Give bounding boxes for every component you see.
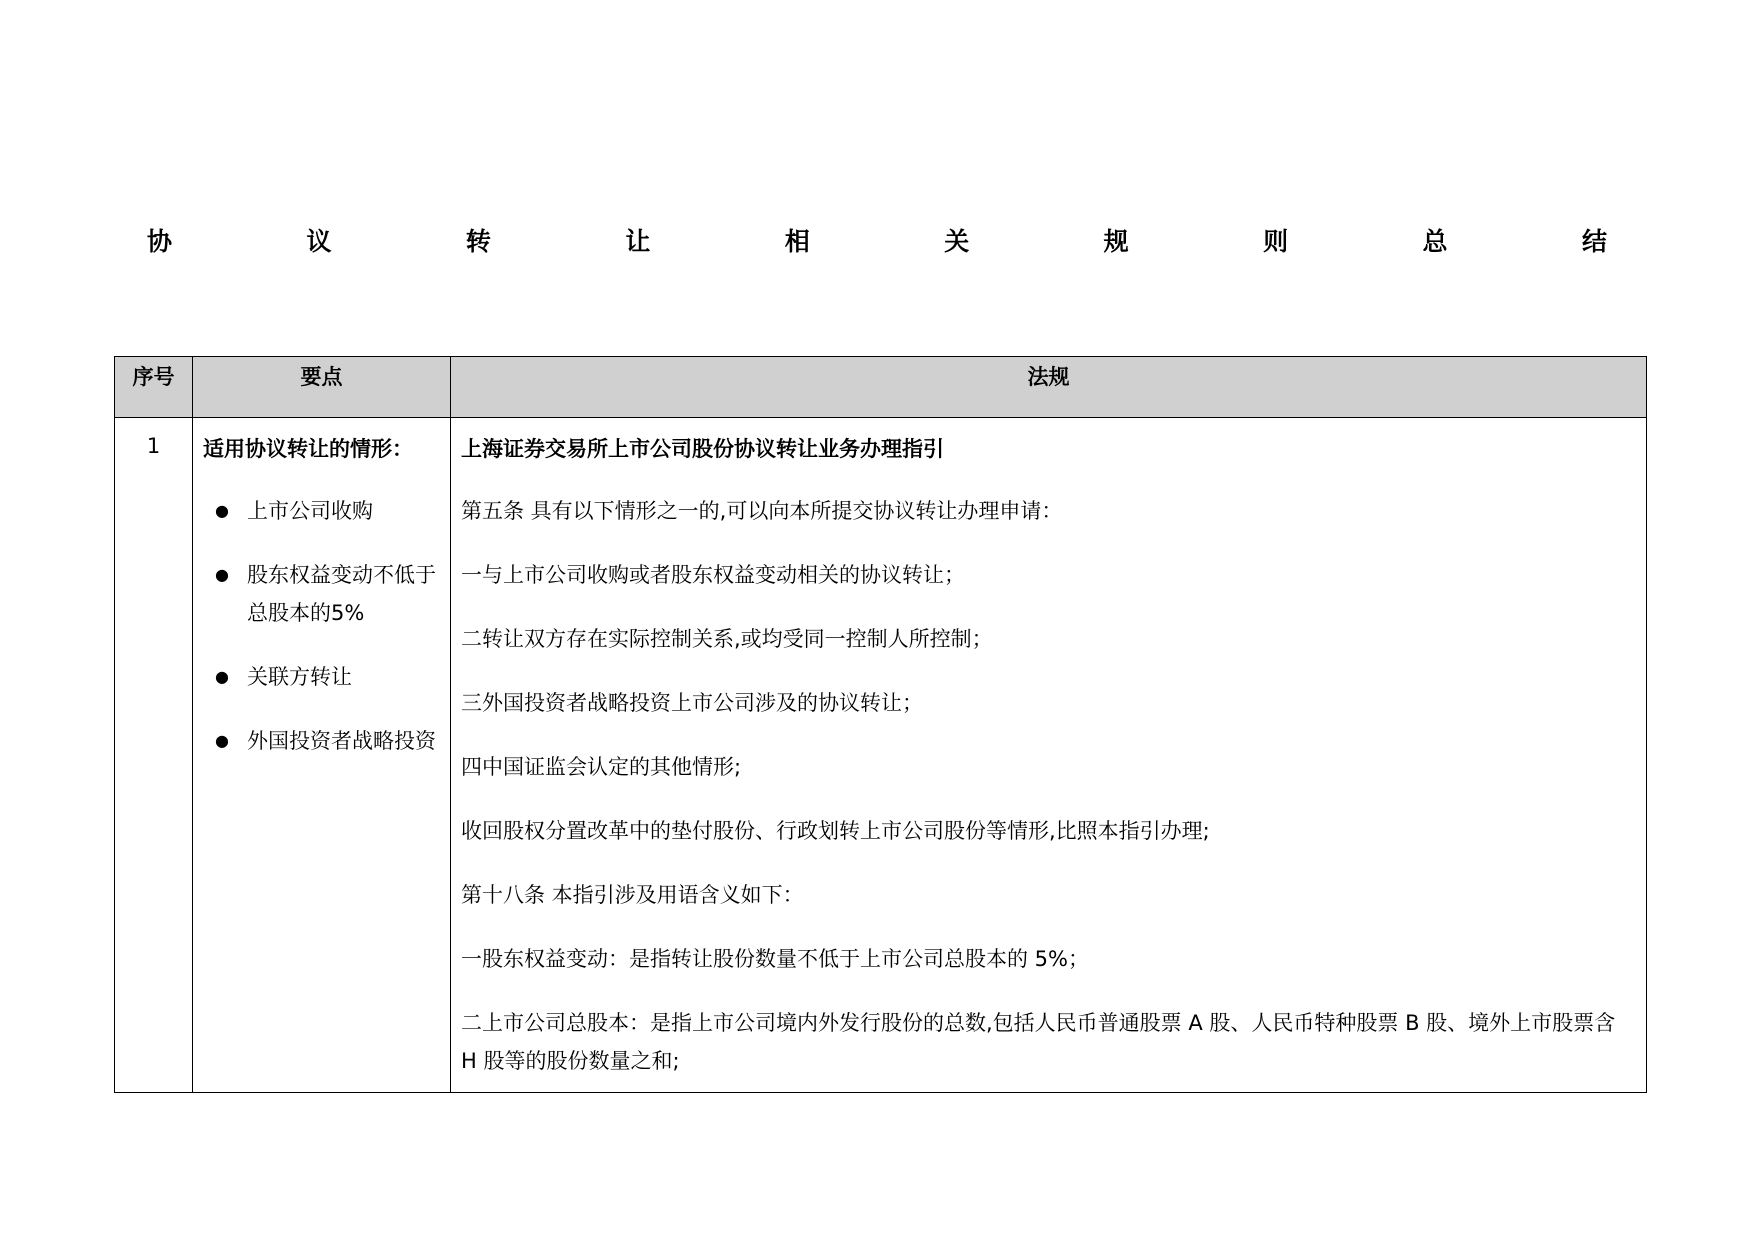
column-header-seq: 序号 — [115, 357, 193, 418]
title-char: 总 — [1422, 227, 1448, 256]
law-cell — [451, 418, 1647, 1093]
law-paragraph: 一与上市公司收购或者股东权益变动相关的协议转让； — [461, 562, 965, 587]
table-header-row — [115, 357, 1647, 418]
law-title: 上海证券交易所上市公司股份协议转让业务办理指引 — [461, 437, 944, 461]
title-char: 则 — [1263, 227, 1289, 256]
law-paragraph: 三外国投资者战略投资上市公司涉及的协议转让； — [461, 690, 923, 715]
title-char: 议 — [306, 227, 332, 256]
title-char: 转 — [465, 227, 491, 256]
points-list — [203, 492, 442, 760]
title-char: 相 — [784, 227, 810, 256]
bullet-icon: ● — [215, 730, 229, 750]
list-item — [203, 658, 442, 696]
title-char: 让 — [625, 227, 651, 256]
list-item — [203, 492, 442, 530]
law-paragraph: 二上市公司总股本：是指上市公司境内外发行股份的总数,包括人民币普通股票 A 股、人民币特种股票 B 股、境外上市股票含 H 股等的股份数量之和; — [461, 1010, 1616, 1073]
title-char: 规 — [1103, 227, 1129, 256]
bullet-icon: ● — [215, 500, 229, 520]
table-row — [115, 418, 1647, 1093]
list-item-text: 股东权益变动不低于总股本的5% — [247, 562, 436, 625]
bullet-icon: ● — [215, 666, 229, 686]
points-cell — [193, 418, 451, 1093]
title-char: 关 — [944, 227, 970, 256]
rules-table — [114, 356, 1647, 1093]
title-char: 结 — [1581, 227, 1607, 256]
column-header-law: 法规 — [451, 357, 1647, 418]
law-paragraph: 四中国证监会认定的其他情形; — [461, 754, 742, 779]
law-paragraph: 二转让双方存在实际控制关系,或均受同一控制人所控制； — [461, 626, 993, 651]
points-heading: 适用协议转让的情形： — [203, 437, 413, 461]
list-item — [203, 722, 442, 760]
list-item-text: 上市公司收购 — [247, 498, 373, 523]
seq-cell: 1 — [115, 418, 193, 1093]
law-paragraph: 第十八条 本指引涉及用语含义如下： — [461, 882, 804, 907]
law-paragraph: 收回股权分置改革中的垫付股份、行政划转上市公司股份等情形,比照本指引办理; — [461, 818, 1210, 843]
law-paragraph: 一股东权益变动：是指转让股份数量不低于上市公司总股本的 5%； — [461, 946, 1089, 971]
list-item-text: 关联方转让 — [247, 664, 352, 689]
bullet-icon: ● — [215, 564, 229, 584]
page-title — [147, 220, 1607, 260]
column-header-points: 要点 — [193, 357, 451, 418]
list-item-text: 外国投资者战略投资 — [247, 728, 436, 753]
law-paragraph: 第五条 具有以下情形之一的,可以向本所提交协议转让办理申请： — [461, 498, 1063, 523]
list-item — [203, 556, 442, 632]
title-char: 协 — [147, 227, 173, 256]
